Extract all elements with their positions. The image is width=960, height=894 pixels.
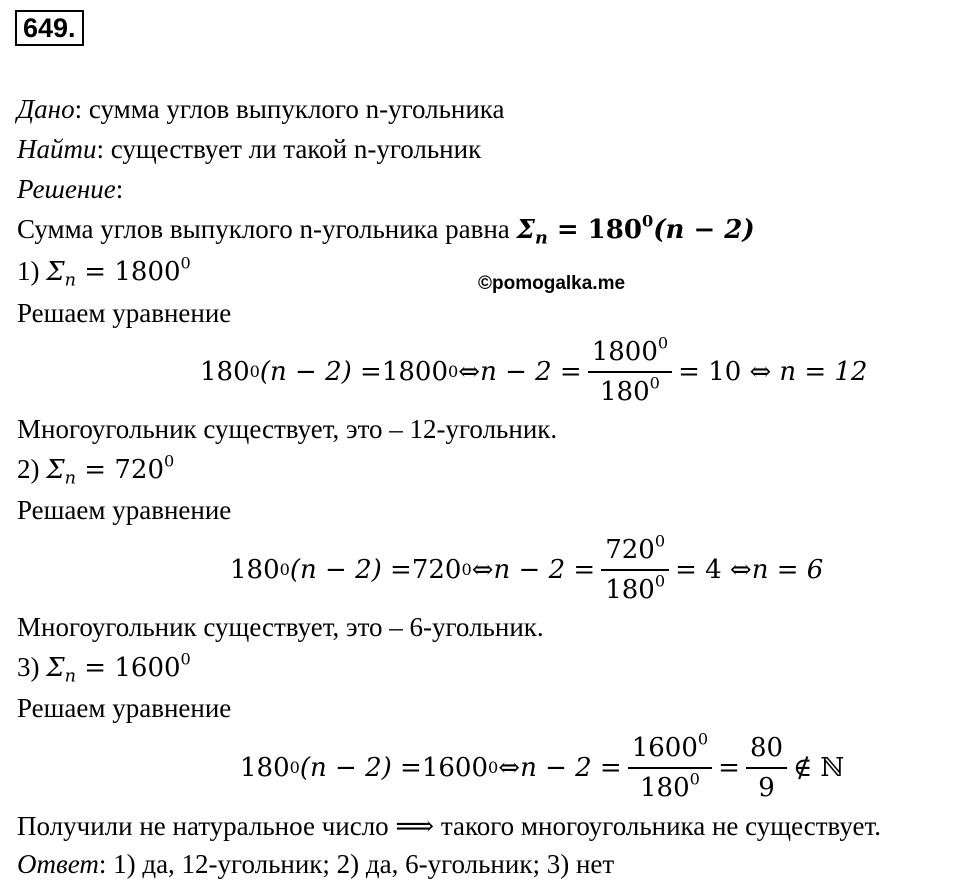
find-label: Найти [17, 134, 97, 164]
watermark: ©pomogalka.me [478, 273, 626, 294]
case-2-header [17, 451, 175, 489]
case-3-conclusion: Получили не натуральное число ⟹ такого многоугольника не существует. [17, 811, 881, 841]
case-3-sigma: $\Sigma_n$ [46, 653, 77, 687]
case-1-header [17, 253, 191, 291]
degree-mark: 0 [641, 211, 654, 231]
given-label: Дано [17, 94, 75, 124]
case-1-solve-label: Решаем уравнение [17, 298, 232, 328]
case-3-fraction-simplified: $\frac{80}{9}$ [746, 731, 787, 805]
case-2-sigma: $\Sigma_n$ [46, 455, 77, 489]
case-1-equation: 180 0 (n − 2) = 1800 0 ⇔ n − 2 = $\frac{1800^0}{180^0}$ = 10 ⇔ n = 12 [200, 333, 868, 407]
formula-eq: = 180 [547, 215, 642, 245]
answer-line [17, 848, 614, 880]
case-1-conclusion: Многоугольник существует, это – 12-угольник. [17, 414, 558, 444]
case-1-sigma: $\Sigma_n$ [46, 257, 77, 291]
case-3-header [17, 649, 191, 687]
case-1-value: = $1800^0$ [76, 253, 191, 287]
case-2-fraction: $\frac{720^0}{180^0}$ [601, 533, 669, 607]
case-2-result: n = 6 [751, 555, 824, 585]
formula-intro: Сумма углов выпуклого n-угольника равна [17, 214, 517, 244]
sigma-subscript: n [534, 227, 548, 249]
find-line [17, 133, 481, 165]
case-3-solve-label: Решаем уравнение [17, 693, 232, 723]
sigma-symbol: Σ [516, 215, 535, 245]
case-2-label: 2) [17, 454, 47, 484]
solution-text: : [115, 174, 124, 204]
case-3-label: 3) [17, 652, 47, 682]
case-1-fraction: $\frac{1800^0}{180^0}$ [588, 335, 672, 409]
given-line [17, 93, 505, 125]
case-2-conclusion: Многоугольник существует, это – 6-угольник. [17, 612, 544, 642]
solution-line [17, 173, 123, 205]
formula-rest: (n − 2) [653, 215, 755, 245]
not-natural-symbol: ∉ ℕ [793, 753, 845, 783]
solution-label: Решение [17, 174, 116, 204]
case-2-value: = $720^0$ [76, 451, 175, 485]
formula-line [17, 211, 755, 249]
case-2-solve-label: Решаем уравнение [17, 495, 232, 525]
case-3-value: = $1600^0$ [76, 649, 191, 683]
find-text: : существует ли такой n-угольник [96, 134, 482, 164]
case-1-label: 1) [17, 256, 47, 286]
given-text: : сумма углов выпуклого n-угольника [74, 94, 505, 124]
answer-text: : 1) да, 12-угольник; 2) да, 6-угольник; 3) нет [98, 849, 615, 879]
case-3-equation: 180 0 (n − 2) = 1600 0 ⇔ n − 2 = $\frac{1600^0}{180^0}$ = $\frac{80}{9}$ ∉ ℕ [240, 729, 845, 803]
case-1-result: n = 12 [779, 357, 868, 387]
problem-number: 649. [15, 10, 84, 46]
angle-sum-formula [516, 211, 755, 249]
answer-label: Ответ [17, 849, 99, 879]
case-3-fraction: $\frac{1600^0}{180^0}$ [628, 731, 712, 805]
case-2-equation: 180 0 (n − 2) = 720 0 ⇔ n − 2 = $\frac{720^0}{180^0}$ = 4 ⇔ n = 6 [230, 531, 824, 605]
